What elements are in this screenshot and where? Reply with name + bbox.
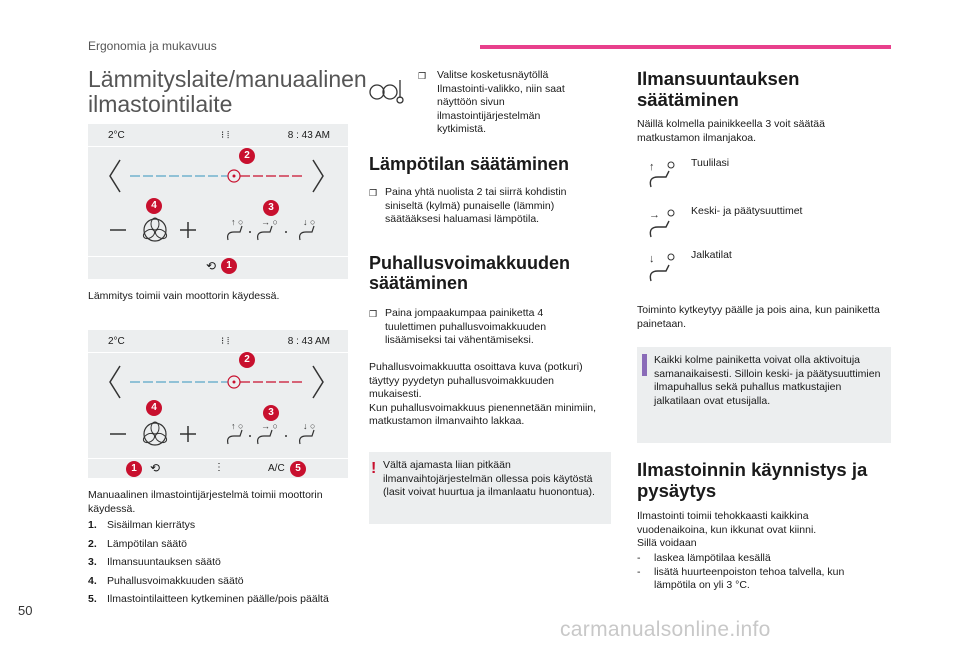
info-box: [637, 347, 891, 443]
legend-list: [88, 519, 350, 607]
recirculation-icon: ⟲: [150, 461, 161, 475]
temp-text: Paina yhtä nuolista 2 tai siirrä kohdistin siniseltä (kylmä) punaiselle (lämmin) säätääksesi haluamasi lämpötila.: [385, 186, 567, 225]
face-vents-icon: [645, 206, 681, 240]
direction-text: Näillä kolmella painikkeella 3 voit säätää matkustamon ilmanjakoa.: [637, 118, 825, 144]
callout-2: 2: [239, 352, 255, 368]
svg-text:→ ○: → ○: [261, 421, 278, 431]
callout-1: 1: [221, 258, 237, 274]
legend-item: 2. Lämpötilan säätö: [88, 537, 187, 550]
ac-text: Ilmastointi toimii tehokkaasti kaikkina vuodenaikoina, kun ikkunat ovat kiinni. Sillä voidaan: [637, 510, 817, 549]
svg-text:↓ ○: ↓ ○: [303, 421, 316, 431]
climate-menu-icon: [368, 76, 406, 106]
callout-3: 3: [263, 200, 279, 216]
mode-windscreen-label: Tuulilasi: [691, 157, 730, 169]
signal-icon: ⁝ ⦙: [221, 336, 230, 347]
fan-icon: [142, 422, 168, 445]
direction-heading: Ilmansuuntauksen säätäminen: [637, 68, 800, 110]
mode-face-label: Keski- ja päätysuuttimet: [691, 205, 803, 217]
menu-dots-icon: ⋮: [214, 462, 224, 473]
info-icon: [642, 354, 647, 376]
warning-box: [369, 452, 611, 524]
temp-up-arrow-icon: [313, 366, 323, 398]
windscreen-mode-icon: [228, 430, 242, 444]
watermark: carmanualsonline.info: [560, 618, 771, 641]
temp-heading: Lämpötilan säätäminen: [369, 154, 570, 174]
status-bar: [88, 124, 348, 146]
clock: 8 : 43 AM: [287, 130, 330, 141]
bullet-icon: ❒: [369, 309, 378, 319]
callout-4: 4: [146, 400, 162, 416]
legend-item: 1. Sisäilman kierrätys: [88, 519, 196, 531]
caption-ac: Manuaalinen ilmastointijärjestelmä toimii moottorin käydessä.: [88, 489, 323, 515]
legend-item: 3. Ilmansuuntauksen säätö: [88, 556, 221, 568]
outside-temp: 2°C: [108, 336, 125, 347]
foot-mode-icon: [300, 226, 314, 240]
svg-text:→: →: [649, 209, 660, 221]
toggle-text: Toiminto kytkeytyy päälle ja pois aina, kun painiketta painetaan.: [637, 304, 880, 330]
face-mode-icon: [258, 430, 272, 444]
list-item: - lisätä huurteenpoiston tehoa talvella, kun lämpötila on yli 3 °C.: [637, 565, 845, 591]
info-text: Kaikki kolme painiketta voivat olla aktivoituja samanaikaisesti. Silloin keski- ja päätysuuttimien ilmapuhallus sekä puhallus matkustajien jalkatilaan ovat etusijalla.: [654, 354, 881, 407]
callout-5: 5: [290, 461, 306, 477]
bullet-icon: ❒: [369, 188, 378, 198]
fan-icon: [142, 218, 168, 241]
footwell-icon: [645, 250, 681, 284]
svg-text:↑: ↑: [649, 161, 655, 173]
legend-item: 5. Ilmastointilaitteen kytkeminen päälle/pois päältä: [88, 593, 329, 605]
status-bar: [88, 330, 348, 352]
outside-temp: 2°C: [108, 130, 125, 141]
callout-3: 3: [263, 405, 279, 421]
windscreen-mode-icon: [228, 226, 242, 240]
climate-controls: [88, 146, 348, 256]
temp-down-arrow-icon: [110, 366, 120, 398]
climate-controls: [88, 352, 348, 458]
warning-icon: !: [371, 460, 377, 477]
fan-text: Paina jompaakumpaa painiketta 4 tuulettimen puhallusvoimakkuuden lisäämiseksi tai vähentämiseksi.: [385, 307, 547, 346]
temp-up-arrow-icon: [313, 160, 323, 192]
section-header: Ergonomia ja mukavuus: [88, 39, 217, 53]
fan-paragraph: Puhallusvoimakkuutta osoittava kuva (potkuri) täyttyy pyydetyn puhallusvoimakkuuden mukaisesti. Kun puhallusvoimakkuus pienennetään minimiin, matkustamon ilmanvaihto lakkaa.: [369, 361, 597, 427]
caption-heating: Lämmitys toimii vain moottorin käydessä.: [88, 290, 280, 302]
callout-2: 2: [239, 148, 255, 164]
ac-heading: Ilmastoinnin käynnistys ja pysäytys: [637, 459, 868, 501]
ac-list: [637, 552, 887, 593]
svg-text:↓: ↓: [649, 253, 655, 265]
foot-mode-icon: [300, 430, 314, 444]
legend-item: 4. Puhallusvoimakkuuden säätö: [88, 574, 244, 587]
svg-text:→ ○: → ○: [261, 217, 278, 227]
climate-panel-heating: [88, 124, 348, 279]
signal-icon: ⁝ ⦙: [221, 130, 230, 141]
intro-text: Valitse kosketusnäytöllä Ilmastointi-valikko, niin saat näyttöön sivun ilmastointijärjestelmän kytkimistä.: [437, 69, 565, 135]
mode-foot-label: Jalkatilat: [691, 249, 732, 261]
svg-text:↑ ○: ↑ ○: [231, 421, 244, 431]
callout-4: 4: [146, 198, 162, 214]
warning-text: Vältä ajamasta liian pitkään ilmanvaihtojärjestelmän ollessa pois käytöstä (lasit voivat huurtua ja ilmanlaatu huonontua).: [383, 459, 595, 498]
header-accent-bar: [480, 45, 891, 49]
clock: 8 : 43 AM: [287, 336, 330, 347]
bullet-icon: ❒: [418, 71, 427, 81]
page-title: Lämmityslaite/manuaalinen ilmastointilaite: [88, 66, 367, 117]
svg-text:↑ ○: ↑ ○: [231, 217, 244, 227]
climate-panel-ac: [88, 330, 348, 478]
temp-down-arrow-icon: [110, 160, 120, 192]
callout-1: 1: [126, 461, 142, 477]
list-item: - laskea lämpötilaa kesällä: [637, 552, 771, 564]
page-number: 50: [18, 603, 33, 618]
recirculation-icon: ⟲: [206, 259, 217, 273]
svg-text:↓ ○: ↓ ○: [303, 217, 316, 227]
ac-button-label: A/C: [268, 463, 285, 474]
windscreen-icon: [645, 158, 681, 190]
face-mode-icon: [258, 226, 272, 240]
fan-heading: Puhallusvoimakkuuden säätäminen: [369, 253, 571, 293]
